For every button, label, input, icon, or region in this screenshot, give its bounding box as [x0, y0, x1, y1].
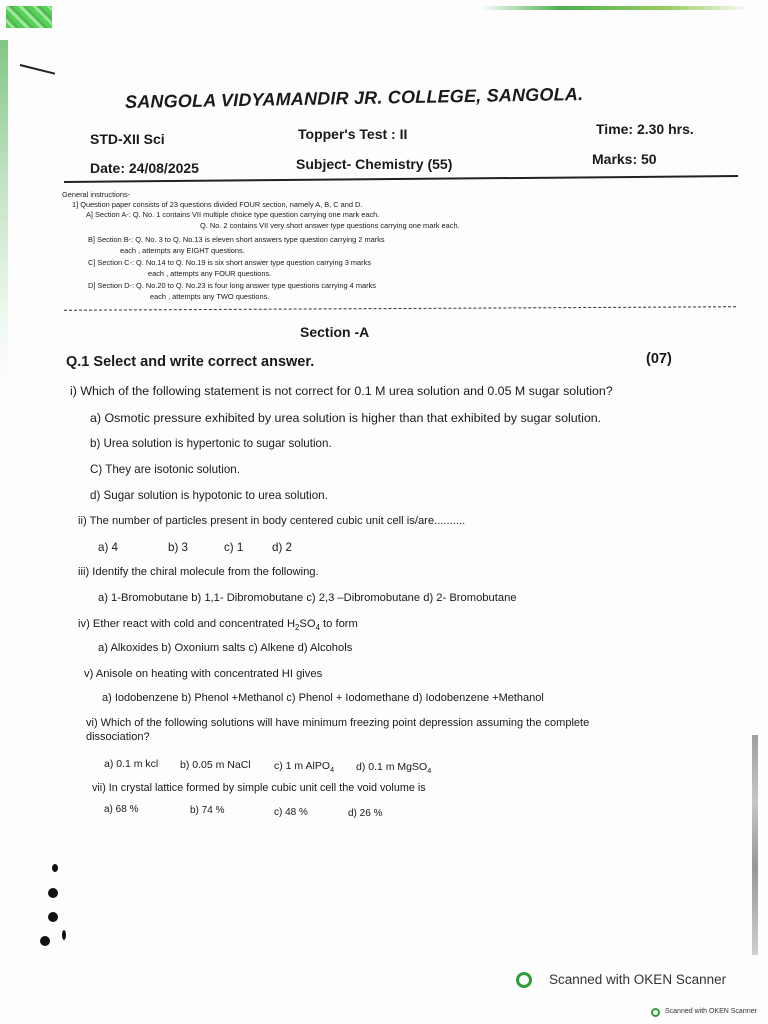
- instruction-line: C] Section C-: Q. No.14 to Q. No.19 is six short answer type question carrying 3 marks: [88, 258, 372, 267]
- option-i-a: a) Osmotic pressure exhibited by urea solution is higher than that exhibited by sugar solution.: [90, 411, 602, 425]
- scan-left-edge: [0, 40, 8, 380]
- option-vi-d: d) 0.1 m MgSO$_4$: [356, 761, 432, 776]
- punch-hole: [48, 888, 58, 898]
- dashed-separator: [64, 306, 736, 311]
- question-vi-line-2: dissociation?: [86, 731, 150, 743]
- option-ii-a: a) 4: [98, 541, 118, 554]
- exam-time: Time: 2.30 hrs.: [596, 121, 694, 137]
- option-ii-d: d) 2: [272, 541, 292, 554]
- instruction-line: 1] Question paper consists of 23 questions divided FOUR section, namely A, B, C and D.: [72, 200, 363, 209]
- question-vi-line-1: vi) Which of the following solutions will have minimum freezing point depression assuming the complete: [86, 717, 590, 729]
- instruction-line: each , attempts any TWO questions.: [150, 292, 270, 301]
- instruction-line: each , attempts any EIGHT questions.: [120, 246, 245, 255]
- punch-hole: [48, 912, 58, 922]
- question-iv: iv) Ether react with cold and concentrated $H_2SO_4$ to form: [78, 618, 358, 633]
- exam-date: Date: 24/08/2025: [90, 160, 199, 176]
- question-vii: vii) In crystal lattice formed by simple cubic unit cell the void volume is: [92, 782, 426, 794]
- section-title: Section -A: [300, 324, 370, 340]
- standard: STD-XII Sci: [90, 131, 165, 147]
- scan-right-edge: [752, 735, 758, 955]
- option-vi-c: c) 1 m AlPO$_4$: [274, 760, 335, 775]
- instruction-line: A] Section A-: Q. No. 1 contains VII multiple choice type question carrying one mark each.: [86, 210, 380, 219]
- pen-mark: [20, 64, 55, 75]
- option-i-c: C) They are isotonic solution.: [90, 463, 240, 476]
- scanner-watermark: Scanned with OKEN Scanner: [549, 972, 727, 987]
- instruction-line: Q. No. 2 contains VII very short answer type questions carrying one mark each.: [200, 221, 460, 230]
- question-iii: iii) Identify the chiral molecule from the following.: [78, 566, 319, 578]
- question-1-marks: (07): [646, 351, 672, 367]
- option-i-b: b) Urea solution is hypertonic to sugar solution.: [90, 437, 332, 450]
- question-1-title: Q.1 Select and write correct answer.: [66, 354, 315, 370]
- scan-edge-band: [480, 6, 750, 10]
- test-name: Topper's Test : II: [298, 126, 408, 142]
- punch-hole: [40, 936, 50, 946]
- option-vii-c: c) 48 %: [274, 807, 308, 818]
- total-marks: Marks: 50: [592, 151, 657, 167]
- school-name: SANGOLA VIDYAMANDIR JR. COLLEGE, SANGOLA.: [124, 84, 584, 112]
- green-tape-scrap: [6, 6, 52, 28]
- option-ii-b: b) 3: [168, 541, 188, 554]
- instruction-line: B] Section B-: Q. No. 3 to Q. No.13 is eleven short answers type question carrying 2 marks: [88, 235, 385, 244]
- options-v: a) Iodobenzene b) Phenol +Methanol c) Phenol + Iodomethane d) Iodobenzene +Methanol: [102, 692, 544, 704]
- options-iv: a) Alkoxides b) Oxonium salts c) Alkene d) Alcohols: [98, 642, 353, 654]
- instruction-line: General instructions-: [62, 190, 131, 199]
- instruction-line: each , attempts any FOUR questions.: [148, 269, 272, 278]
- option-vi-b: b) 0.05 m NaCl: [180, 759, 251, 771]
- oken-scanner-logo-icon: [516, 972, 532, 988]
- options-iii: a) 1-Bromobutane b) 1,1- Dibromobutane c) 2,3 –Dibromobutane d) 2- Bromobutane: [98, 592, 517, 604]
- question-v: v) Anisole on heating with concentrated HI gives: [84, 668, 323, 680]
- option-vii-a: a) 68 %: [104, 804, 139, 815]
- punch-hole: [52, 864, 58, 872]
- question-ii: ii) The number of particles present in body centered cubic unit cell is/are..........: [78, 515, 466, 527]
- option-vii-b: b) 74 %: [190, 805, 225, 816]
- subject: Subject- Chemistry (55): [296, 156, 453, 172]
- option-ii-c: c) 1: [224, 541, 244, 554]
- option-vii-d: d) 26 %: [348, 808, 383, 819]
- oken-scanner-small-logo-icon: [651, 1008, 660, 1017]
- scanner-watermark-small: Scanned with OKEN Scanner: [665, 1008, 757, 1015]
- option-i-d: d) Sugar solution is hypotonic to urea solution.: [90, 489, 328, 502]
- option-vi-a: a) 0.1 m kcl: [104, 758, 159, 770]
- instruction-line: D] Section D-: Q. No.20 to Q. No.23 is four long answer type questions carrying 4 marks: [88, 281, 376, 290]
- question-i: i) Which of the following statement is not correct for 0.1 M urea solution and 0.05 M sugar solution?: [70, 384, 613, 398]
- punch-hole: [62, 930, 66, 940]
- header-rule: [64, 175, 738, 182]
